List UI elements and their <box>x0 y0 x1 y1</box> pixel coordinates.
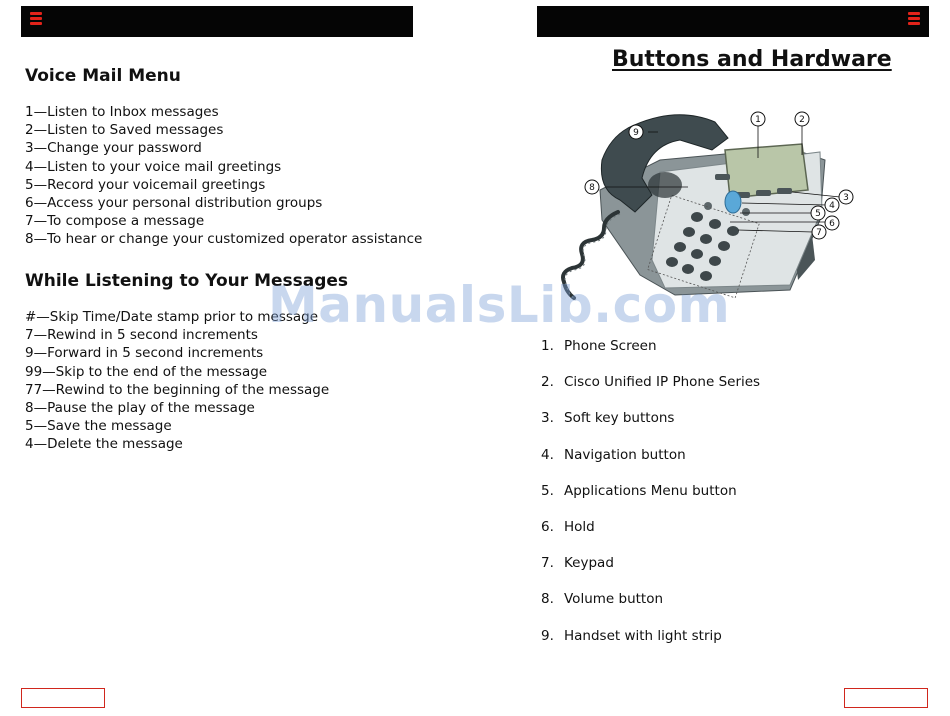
list-item: 77—Rewind to the beginning of the message <box>25 381 330 398</box>
item-label: Handset with light strip <box>564 627 722 644</box>
callout-5-label: 5 <box>815 209 821 219</box>
item-label: Volume button <box>564 591 664 608</box>
list-item: 1—Listen to Inbox messages <box>25 104 219 120</box>
callout-1-label: 1 <box>755 115 761 125</box>
item-number: 4. <box>541 446 554 463</box>
item-label: Cisco Unified IP Phone Series <box>564 374 761 391</box>
list-item: #—Skip Time/Date stamp prior to message <box>25 309 319 325</box>
buttons-hardware-heading: Buttons and Hardware <box>612 47 892 72</box>
list-item: 3—Change your password <box>25 140 202 157</box>
voicemail-menu-list <box>25 103 422 249</box>
item-label: Phone Screen <box>564 338 657 354</box>
list-item: 8—Pause the play of the message <box>25 399 255 416</box>
voicemail-menu-heading: Voice Mail Menu <box>25 66 181 86</box>
list-item: 4—Listen to your voice mail greetings <box>25 158 282 175</box>
item-number: 7. <box>541 555 554 572</box>
list-item: 99—Skip to the end of the message <box>25 363 268 380</box>
callout-6-label: 6 <box>829 219 835 229</box>
cisco-logo-icon <box>908 12 920 28</box>
callout-3-label: 3 <box>843 193 849 203</box>
item-number: 3. <box>541 410 554 427</box>
list-item <box>541 337 760 373</box>
list-item <box>541 554 760 590</box>
left-header-bar <box>21 6 413 37</box>
right-header-bar <box>537 6 929 37</box>
listening-heading: While Listening to Your Messages <box>25 271 349 291</box>
list-item: 9—Forward in 5 second increments <box>25 345 264 362</box>
list-item: 4—Delete the message <box>25 436 183 453</box>
watermark: ManualsLib.com <box>268 276 731 334</box>
list-item: 7—Rewind in 5 second increments <box>25 327 258 344</box>
list-item <box>541 518 760 554</box>
callout-8-label: 8 <box>589 183 595 193</box>
list-item <box>541 446 760 482</box>
item-number: 6. <box>541 518 554 535</box>
callout-7-label: 7 <box>816 228 822 238</box>
ip-phone-diagram <box>540 100 870 305</box>
item-label: Hold <box>564 518 595 535</box>
cisco-logo-icon <box>30 12 42 28</box>
list-item <box>541 373 760 409</box>
left-footer-box <box>21 688 105 708</box>
item-label: Applications Menu button <box>564 482 737 499</box>
item-label: Navigation button <box>564 446 686 463</box>
list-item: 6—Access your personal distribution groups <box>25 194 323 211</box>
hardware-list <box>541 337 760 663</box>
item-label: Soft key buttons <box>564 410 675 427</box>
right-footer-box <box>844 688 928 708</box>
list-item: 8—To hear or change your customized operator assistance <box>25 231 423 248</box>
item-label: Keypad <box>564 555 614 572</box>
item-number: 1. <box>541 338 554 354</box>
list-item <box>541 627 760 663</box>
list-item <box>541 482 760 518</box>
list-item: 7—To compose a message <box>25 213 205 230</box>
list-item <box>541 590 760 626</box>
list-item: 2—Listen to Saved messages <box>25 122 224 139</box>
callout-2-label: 2 <box>799 115 805 125</box>
callout-9-label: 9 <box>633 128 639 138</box>
item-number: 9. <box>541 627 554 644</box>
list-item: 5—Save the message <box>25 418 172 435</box>
item-number: 5. <box>541 482 554 499</box>
item-number: 2. <box>541 374 554 391</box>
item-number: 8. <box>541 591 554 608</box>
list-item <box>541 409 760 445</box>
list-item: 5—Record your voicemail greetings <box>25 176 266 193</box>
callout-4-label: 4 <box>829 201 835 211</box>
